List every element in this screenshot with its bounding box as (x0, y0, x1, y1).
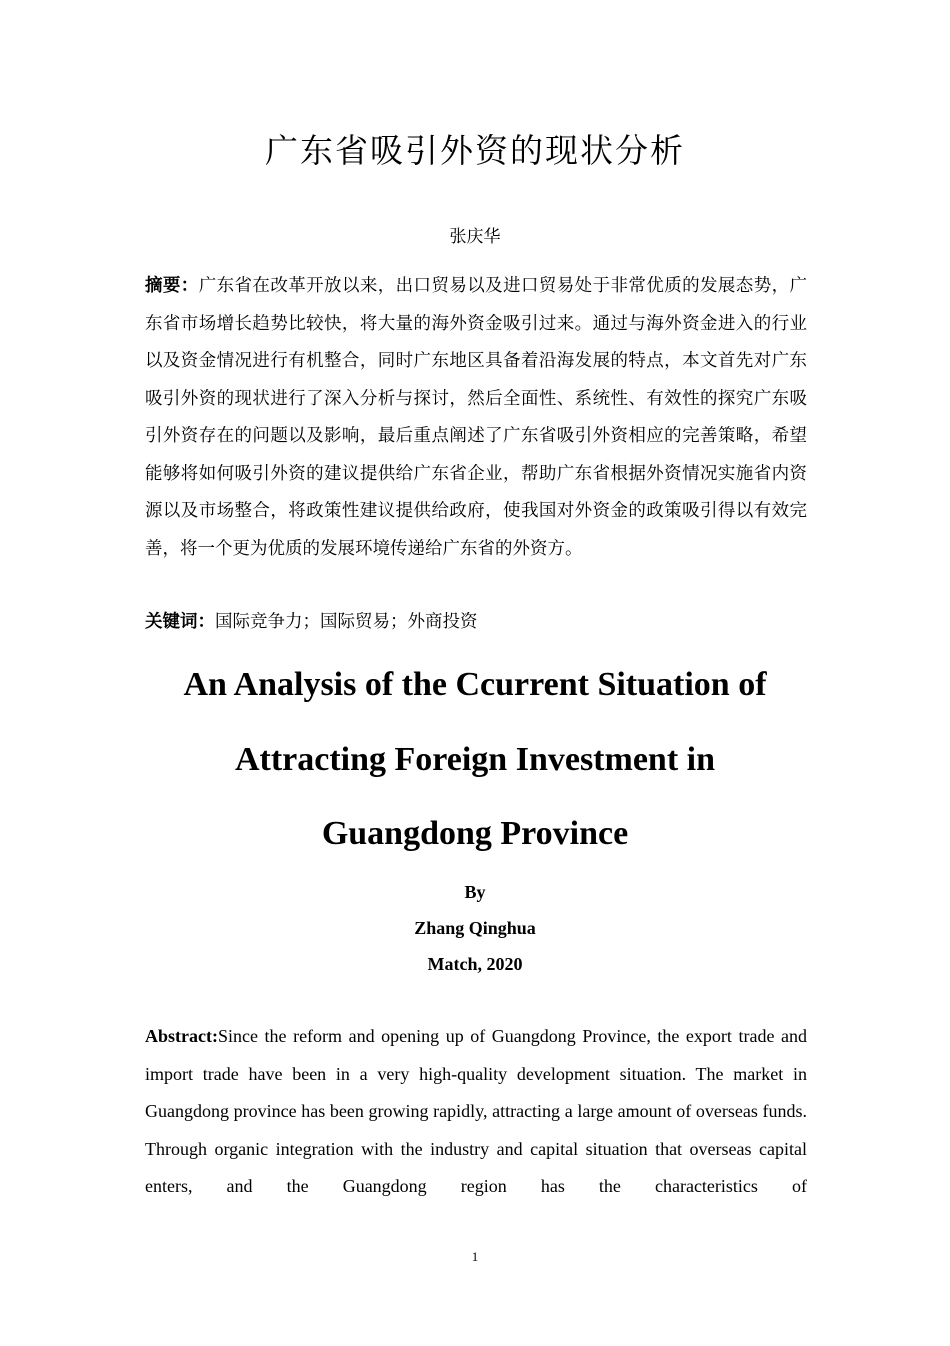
chinese-abstract-text: 广东省在改革开放以来，出口贸易以及进口贸易处于非常优质的发展态势，广东省市场增长趋势比较快，将大量的海外资金吸引过来。通过与海外资金进入的行业以及资金情况进行有机整合，同时广东地区具备着沿海发展的特点，本文首先对广东吸引外资的现状进行了深入分析与探讨，然后全面性、系统性、有效性的探究广东吸引外资存在的问题以及影响，最后重点阐述了广东省吸引外资相应的完善策略，希望能够将如何吸引外资的建议提供给广东省企业，帮助广东省根据外资情况实施省内资源以及市场整合，将政策性建议提供给政府，使我国对外资金的政策吸引得以有效完善，将一个更为优质的发展环境传递给广东省的外资方。 (145, 276, 808, 559)
english-date: Match, 2020 (427, 954, 523, 974)
chinese-keywords-text: 国际竞争力；国际贸易；外商投资 (215, 612, 478, 632)
chinese-abstract-label: 摘要： (145, 276, 199, 296)
page-number: 1 (471, 1249, 479, 1264)
english-by-line: By (464, 882, 486, 902)
english-title-line: Attracting Foreign Investment in (234, 740, 716, 778)
chinese-keywords (145, 604, 807, 642)
chinese-abstract (145, 268, 807, 568)
english-abstract (145, 1018, 807, 1206)
chinese-title: 广东省吸引外资的现状分析 (265, 131, 685, 170)
chinese-author: 张庆华 (449, 227, 501, 247)
english-title (0, 648, 950, 872)
english-abstract-text: Since the reform and opening up of Guangdong Province, the export trade and import trade have been in a very high-quality development situation. The market in Guangdong province has been growing rapidly, attracting a large amount of overseas funds. Through organic integration with the industry and capital situation that overseas capital enters, and the Guangdong region has the characteristics of (145, 1026, 807, 1196)
chinese-keywords-label: 关键词： (145, 612, 215, 632)
english-author: Zhang Qinghua (414, 918, 536, 938)
english-abstract-label: Abstract: (145, 1026, 218, 1046)
english-title-line: An Analysis of the Ccurrent Situation of (183, 666, 767, 703)
english-title-line: Guangdong Province (321, 815, 629, 852)
